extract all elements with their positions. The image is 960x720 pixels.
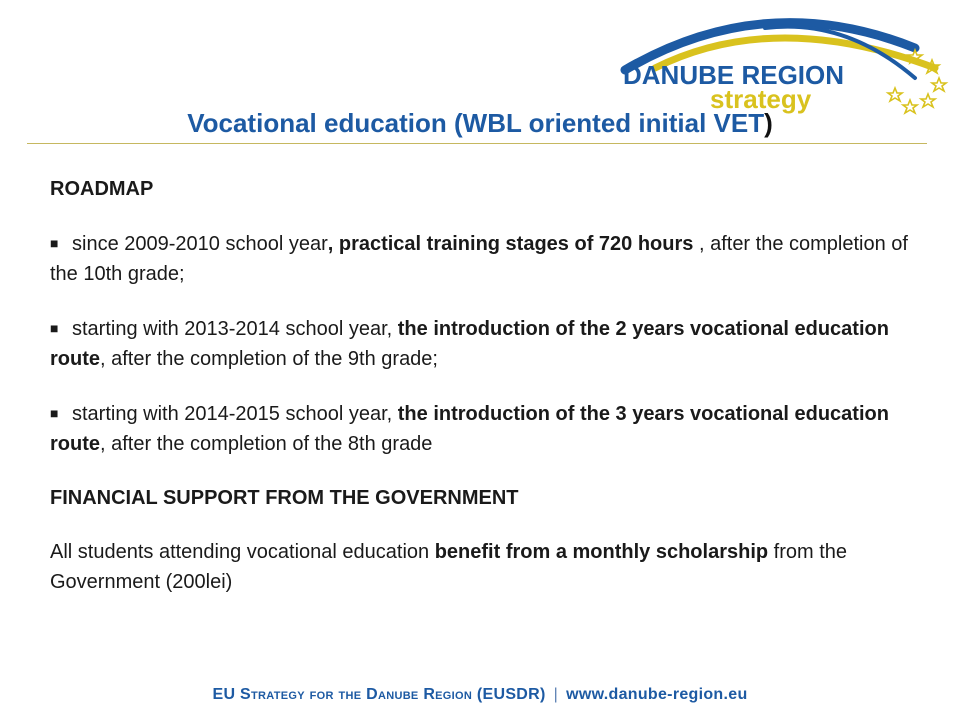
roadmap-heading: ROADMAP — [50, 178, 154, 200]
bullet-3-bold: the introduction of the 3 years vocational education route — [50, 403, 889, 455]
danube-region-strategy-logo — [615, 8, 955, 120]
logo-line1: DANUBE REGION — [623, 60, 845, 90]
square-bullet-icon: ■ — [50, 320, 59, 336]
eu-stars-arc-logo-icon — [615, 8, 955, 120]
square-bullet-icon: ■ — [50, 235, 59, 251]
roadmap-bullet-1 — [50, 228, 930, 289]
financial-text: All students attending vocational education — [50, 541, 435, 563]
bullet-1-text-end: , after the completion of the 10th grade; — [50, 233, 908, 285]
slide-title-main: Vocational education (WBL oriented initial VET — [187, 108, 765, 138]
title-divider — [27, 143, 927, 144]
footer-org: EU Strategy for the Danube Region (EUSDR) — [212, 686, 546, 703]
bullet-1-text: since 2009-2010 school year — [72, 233, 328, 255]
bullet-2-bold: the introduction of the 2 years vocational education route — [50, 318, 889, 370]
slide-footer — [0, 686, 960, 704]
bullet-3-text: starting with 2014-2015 school year, — [72, 403, 398, 425]
bullet-1-bold: , practical training stages of 720 hours — [327, 233, 694, 255]
bullet-3-text-end: , after the completion of the 8th grade — [100, 433, 433, 455]
logo-line2: strategy — [710, 84, 812, 114]
bullet-2-text: starting with 2013-2014 school year, — [72, 318, 398, 340]
financial-bold: benefit from a monthly scholarship — [434, 541, 769, 563]
footer-url[interactable]: www.danube-region.eu — [566, 686, 748, 703]
financial-paragraph — [50, 537, 930, 597]
bullet-2-text-end: , after the completion of the 9th grade; — [100, 348, 438, 370]
slide-title — [0, 108, 960, 139]
slide-title-close-paren: ) — [764, 108, 773, 138]
footer-separator: | — [553, 686, 559, 703]
roadmap-bullet-3 — [50, 398, 930, 459]
roadmap-bullet-2 — [50, 313, 930, 374]
financial-text-end: from the Government (200lei) — [50, 541, 848, 593]
financial-heading: FINANCIAL SUPPORT FROM THE GOVERNMENT — [50, 487, 519, 509]
square-bullet-icon: ■ — [50, 405, 59, 421]
slide-body — [50, 174, 930, 597]
